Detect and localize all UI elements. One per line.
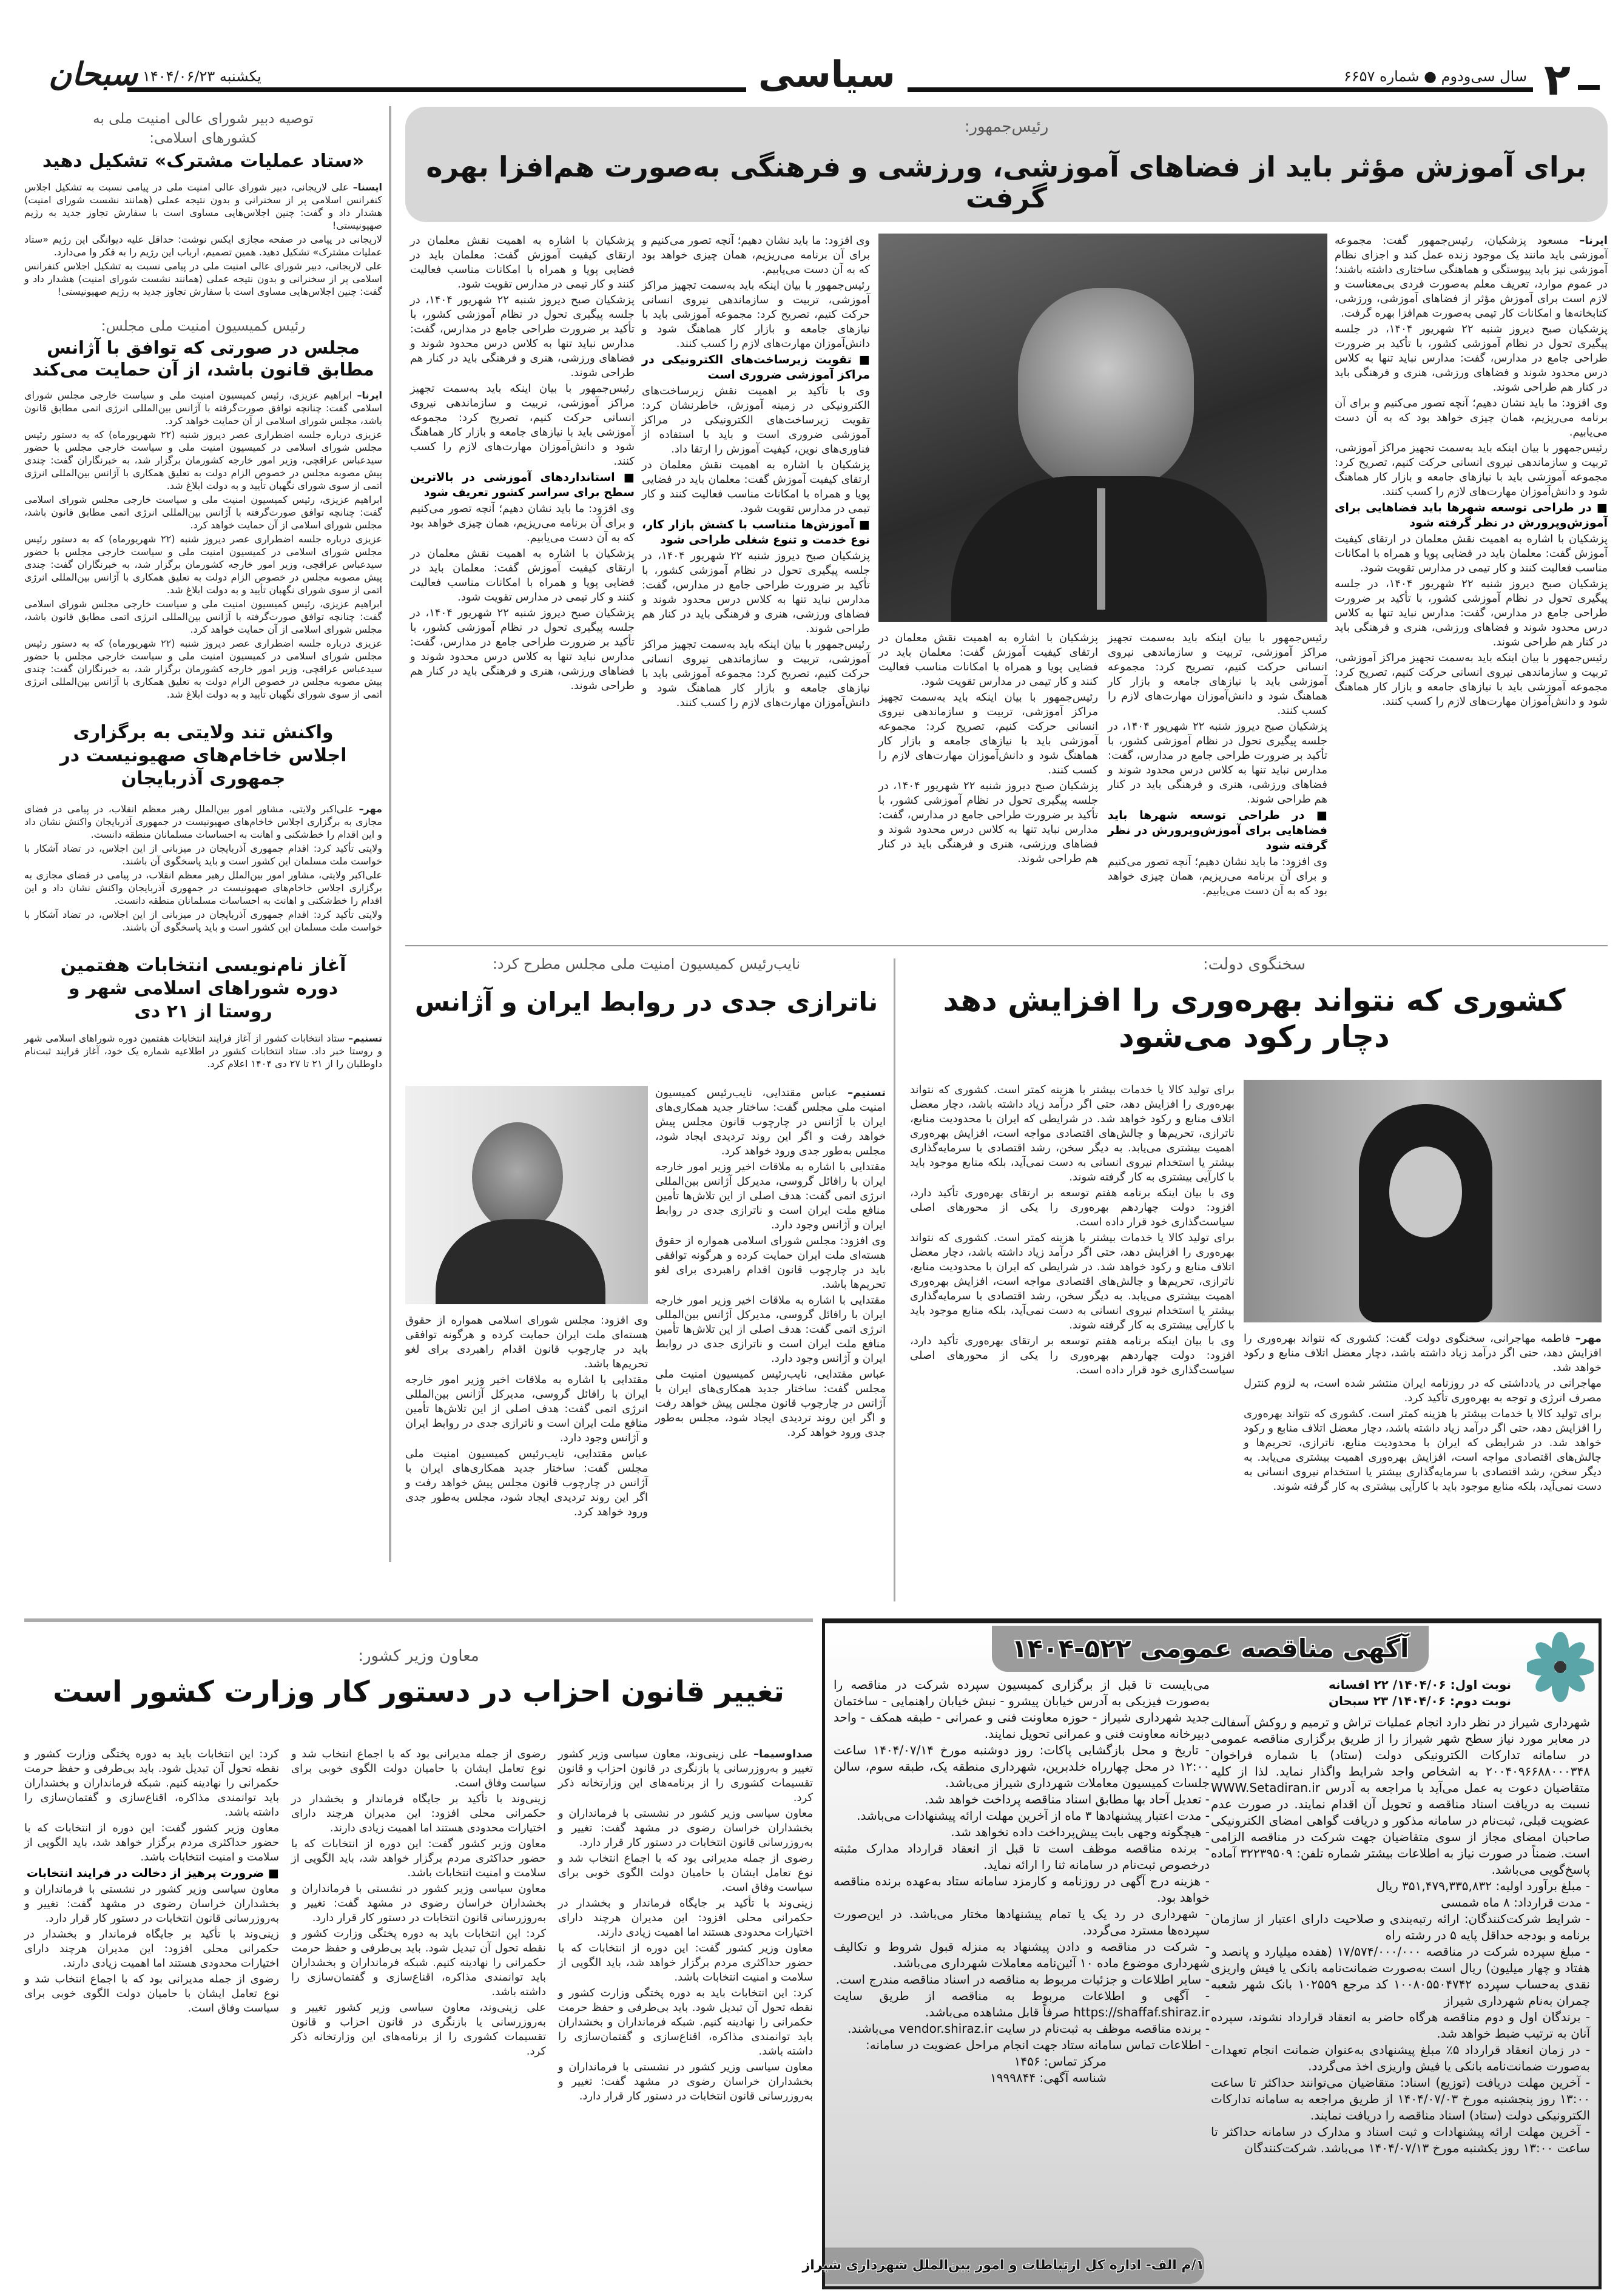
photo-figure — [1018, 288, 1194, 488]
main-bottom-rule — [405, 945, 1608, 946]
volume-issue: سال سی‌ودوم ● شماره ۶۶۵۷ — [1343, 68, 1527, 85]
main-headline-box — [405, 107, 1608, 222]
spokesperson-kicker: سخنگوی دولت: — [1202, 955, 1306, 974]
source-label: مهر– — [1575, 1332, 1602, 1345]
left-item-2-body: ایرنا– ابراهیم عزیزی، رئیس کمیسیون امنیت ملی و سیاست خارجی مجلس شورای اسلامی گفت: چنانچه توافق صورت‌گرفته با آژانس بین‌المللی انرژی اتمی مطابق قانون باشد، مجلس شورای اسلامی از آن حمایت خواهد کرد. عزیزی درباره جلسه اضطراری عصر دیروز شنبه (۲۲ شهریورماه) که به دستور رئیس مجلس شورای اسلامی در کمیسیون امنیت ملی و سیاست خارجی مجلس با حضور سیدعباس عراقچی، وزیر امور خارجه کشورمان برگزار شد، به خبرنگاران گفت: چندی پیش مصوبه مجلس در خصوص الزام دولت به تعلیق همکاری با آژانس بین‌المللی انرژی اتمی از سوی شورای نگهبان تأیید و به دولت ابلاغ شد. ابراهیم عزیزی، رئیس کمیسیون امنیت ملی و سیاست خارجی مجلس شورای اسلامی گفت: چنانچه توافق صورت‌گرفته با آژانس بین‌المللی انرژی اتمی مطابق قانون باشد، مجلس شورای اسلامی از آن حمایت خواهد کرد. عزیزی درباره جلسه اضطراری عصر دیروز شنبه (۲۲ شهریورماه) که به دستور رئیس مجلس شورای اسلامی در کمیسیون امنیت ملی و سیاست خارجی مجلس با حضور سیدعباس عراقچی، وزیر امور خارجه کشورمان برگزار شد، به خبرنگاران گفت: چندی پیش مصوبه مجلس در خصوص الزام دولت به تعلیق همکاری با آژانس بین‌المللی انرژی اتمی از سوی شورای نگهبان تأیید و به دولت ابلاغ شد. ابراهیم عزیزی، رئیس کمیسیون امنیت ملی و سیاست خارجی مجلس شورای اسلامی گفت: چنانچه توافق صورت‌گرفته با آژانس بین‌المللی انرژی اتمی مطابق قانون باشد، مجلس شورای اسلامی از آن حمایت خواهد کرد. عزیزی درباره جلسه اضطراری عصر دیروز شنبه (۲۲ شهریورماه) که به دستور رئیس مجلس شورای اسلامی در کمیسیون امنیت ملی و سیاست خارجی مجلس با حضور سیدعباس عراقچی، وزیر امور خارجه کشورمان برگزار شد، به خبرنگاران گفت: چندی پیش مصوبه مجلس در خصوص الزام دولت به تعلیق همکاری با آژانس بین‌المللی انرژی اتمی از سوی شورای نگهبان تأیید و به دولت ابلاغ شد. — [24, 389, 382, 700]
source-label: مهر– — [359, 803, 382, 815]
ad-title-pill — [992, 1626, 1429, 1672]
ad-left-column: می‌بایست تا قبل از برگزاری کمیسیون سپرده شرکت در مناقصه را به‌صورت فیزیکی به آدرس خیابان پیشرو - نبش خیابان راهنمایی - ساختمان جدید شهرداری شیراز - حوزه معاونت فنی و عمرانی - طبقه همکف - واحد دبیرخانه معاونت فنی و عمرانی تحویل نمایند. - تاریخ و محل بازگشایی پاکات: روز دوشنبه مورخ ۱۴۰۴/۰۷/۱۴ ساعت ۱۲:۰۰ در محل چهارراه خلدبرین، شهرداری منطقه یک، طبقه سوم، سالن جلسات کمیسیون معاملات شهرداری شیراز می‌باشد. - تعدیل آحاد بها مطابق اسناد مناقصه پرداخت خواهد شد. - مدت اعتبار پیشنهادها ۳ ماه از آخرین مهلت ارائه پیشنهادات می‌باشد. - هیچگونه وجهی بابت پیش‌پرداخت داده نخواهد شد. - برنده مناقصه موظف است تا قبل از انعقاد قرارداد مدارک مثبته درخصوص ثبت‌نام در سامانه ثنا را ارائه نماید. - هزینه درج آگهی در روزنامه و کارمزد سامانه ستاد به‌عهده برنده مناقصه خواهد بود. - شهرداری در رد یک یا تمام پیشنهادها مختار می‌باشد. در این‌صورت سپرده‌ها مسترد می‌گردد. - شرکت در مناقصه و دادن پیشنهاد به منزله قبول شروط و تکالیف شهرداری موضوع ماده ۱۰ آئین‌نامه معاملات شهرداری می‌باشد. - سایر اطلاعات و جزئیات مربوط به مناقصه در اسناد مناقصه مندرج است. - آگهی و اطلاعات مربوط به مناقصه از طریق سایت https://shaffaf.shiraz.ir صرفاً قابل مشاهده می‌باشد. - برنده مناقصه موظف به ثبت‌نام در سایت vendor.shiraz.ir می‌باشند. - اطلاعات تماس سامانه ستاد جهت انجام مراحل عضویت در سامانه: مرکز تماس: ۱۴۵۶ شناسه آگهی: ۱۹۹۹۸۴۴ — [834, 1677, 1210, 2085]
spokesperson-heading — [901, 955, 1608, 1055]
source-label: ایرنا– — [1579, 234, 1608, 247]
source-label: صداوسیما– — [753, 1748, 813, 1760]
section-title: سیاسی — [746, 55, 908, 95]
ad-footer: ۱/م الف- اداره کل ارتباطات و امور بین‌الملل شهرداری شیراز — [802, 2258, 1204, 2273]
parties-kicker: معاون وزیر کشور: — [358, 1647, 479, 1665]
microphone — [1097, 488, 1105, 610]
spokesperson-headline-2: دچار رکود می‌شود — [1119, 1019, 1390, 1054]
left-item-1-kicker: توصیه دبیر شورای عالی امنیت ملی به کشورهای اسلامی: — [93, 111, 314, 146]
main-kicker: رئیس‌جمهور: — [964, 118, 1049, 136]
ad-title: آگهی مناقصه عمومی ۵۲۲-۱۴۰۴ — [1011, 1634, 1409, 1663]
parties-headline: تغییر قانون احزاب در دستور کار وزارت کشور است — [53, 1675, 784, 1709]
subhead: ■ تقویت زیرساخت‌های الکترونیکی در مراکز آموزشی ضروری است — [642, 353, 870, 382]
second-notice: نوبت دوم: ۱۴۰۴/۰۶/ ۲۳ سبحان — [1328, 1694, 1511, 1708]
ad-right-text: شهرداری شیراز در نظر دارد انجام عملیات تراش و ترمیم و روکش آسفالت در معابر مورد نیاز سطح شهر شیراز را از طریق برگزاری مناقصه عمومی در سامانه تدارکات الکترونیکی دولت (ستاد) با شماره فراخوان ۲۰۰۴۰۹۶۶۸۸۰۰۰۳۴۸ به اشخاص واجد شرایط واگذار نماید. لذا از کلیه متقاضیان دعوت به عمل می‌آید با مراجعه به آدرس WWW.Setadiran.ir نسبت به دریافت اسناد مناقصه و تحویل آن اقدام نمایند. در صورت عدم عضویت قبلی، ثبت‌نام در سامانه مذکور و دریافت گواهی امضای الکترونیکی صاحبان امضای مجاز از سوی متقاضیان جهت شرکت در مناقصه الزامی است. ضمناً در صورت نیاز به اطلاعات بیشتر شماره تلفن: ۳۲۲۳۹۵۰۹ آماده پاسخ‌گویی می‌باشد. - مبلغ برآورد اولیه: ۳۵۱,۴۷۹,۳۳۵,۸۳۲ ریال - مدت قرارداد: ۸ ماه شمسی - شرایط شرکت‌کنندگان: ارائه رتبه‌بندی و صلاحیت دارای اعتبار از سازمان برنامه و بودجه حداقل پایه ۵ در رشته راه - مبلغ سپرده شرکت در مناقصه ۱۷/۵۷۴/۰۰۰/۰۰۰ (هفده میلیارد و پانصد و هفتاد و چهار میلیون) ریال است به‌صورت ضمانت‌نامه بانکی یا فیش واریزی نقدی به‌حساب سپرده ۱۰۰۸۰۵۵۰۴۷۴۲ کد مرجع ۱۰۲۵۵۹ بانک شهر شعبه چمران به‌نام شهرداری شیراز - برندگان اول و دوم مناقصه هرگاه حاضر به انعقاد قرارداد نشوند، سپرده آنان به ترتیب ضبط خواهد شد. - در زمان انعقاد قرارداد ۵٪ مبلغ پیشنهادی به‌عنوان ضمانت انجام تعهدات به‌صورت ضمانت‌نامه بانکی یا فیش واریزی اخذ می‌گردد. - آخرین مهلت دریافت (توزیع) اسناد: متقاضیان می‌توانند حداکثر تا ساعت ۱۳:۰۰ روز پنجشنبه مورخ ۱۴۰۴/۰۷/۰۳ از طریق مراجعه به سامانه تدارکات الکترونیکی دولت (ستاد) اسناد مناقصه را دریافت نمایند. - آخرین مهلت ارائه پیشنهادات و ثبت اسناد و مدارک در سامانه حداکثر تا ساعت ۱۳:۰۰ روز یکشنبه مورخ ۱۴۰۴/۰۷/۱۳ می‌باشد. شرکت‌کنندگان — [1211, 1715, 1591, 2155]
left-item-2-kicker: رئیس کمیسیون امنیت ملی مجلس: — [101, 318, 306, 334]
photo-figure — [436, 1219, 605, 1304]
page-header — [0, 0, 1624, 103]
main-col-4: پزشکیان با اشاره به اهمیت نقش معلمان در ارتقای کیفیت آموزش گفت: معلمان باید در فضایی پویا و همراه با امکانات مناسب فعالیت کنند و کار تیمی در مدارس تقویت شود. رئیس‌جمهور با بیان اینکه باید به‌سمت تجهیز مراکز آموزشی، تربیت و سازماندهی نیروی انسانی حرکت کنیم، تصریح کرد: مجموعه آموزشی باید با نیازهای جامعه و بازار کار هماهنگ شود و دانش‌آموزان مهارت‌های لازم را کسب کنند. پزشکیان صبح دیروز شنبه ۲۲ شهریور ۱۴۰۴، در جلسه پیگیری تحول در نظام آموزشی کشور، با تأکید بر ضرورت طراحی جامع در مدارس، گفت: مدارس نباید تنها به کلاس درس محدود شوند و فضاهای ورزشی، هنری و فرهنگی باید در کنار هم طراحی شوند. — [878, 631, 1098, 865]
left-column — [24, 109, 382, 1091]
row2-divider — [894, 958, 895, 1601]
source-label: تسنیم– — [847, 1086, 886, 1099]
subhead: ■ استانداردهای آموزشی در بالاترین سطح برای سراسر کشور تعریف شود — [410, 471, 635, 499]
parties-col-3: کرد: این انتخابات باید به دوره پختگی وزارت کشور و نقطه تحول آن تبدیل شود. باید بی‌طرفی و حفظ حرمت حکمرانی را نهادینه کنیم. شبکه فرمانداران و بخشداران باید توانمندی مذاکره، اقناع‌سازی و گفتمان‌سازی را داشته باشد. معاون وزیر کشور گفت: این دوره از انتخابات که با حضور حداکثری مردم برگزار خواهد شد، باید الگویی از سلامت و امنیت انتخابات باشد. ■ ضرورت پرهیز از دخالت در فرایند انتخابات معاون سیاسی وزیر کشور در نشستی با فرمانداران و بخشداران خراسان رضوی در مشهد گفت: تغییر و به‌روزرسانی قانون انتخابات در دستور کار قرار دارد. زینی‌وند با تأکید بر جایگاه فرماندار و بخشدار در حکمرانی محلی افزود: این مدیران هرچند دارای اختیارات محدودی هستند اما اهمیت زیادی دارند. رضوی از جمله مدیرانی بود که با اجماع انتخاب شد و نوع تعامل ایشان با حامیان دولت الگوی خوبی برای سیاست وفاق است. — [24, 1748, 279, 2015]
header-dash — [1578, 85, 1600, 90]
subhead: ■ در طراحی توسعه شهرها باید فضاهایی برای آموزش‌وپرورش در نظر گرفته شود — [1108, 809, 1327, 852]
iaea-heading — [405, 955, 888, 1017]
left-item-1-body: ایسنا– علی لاریجانی، دبیر شورای عالی امنیت ملی در پیامی نسبت به تشکیل اجلاس کنفرانس اسلامی پر از سخنرانی و بدون نتیجه عملی (همانند نشست شورای امنیت) هشدار داد و گفت: چنین اجلاس‌هایی مساوی است با سفارش تجاوز جدید به رژیم صهیونیستی! لاریجانی در پیامی در صفحه مجازی ایکس نوشت: حداقل علیه دیوانگی این رژیم «ستاد عملیات مشترک» تشکیل دهید. همین تصمیم، ارباب این رژیم را به فکر وا می‌دارد. علی لاریجانی، دبیر شورای عالی امنیت ملی در پیامی نسبت به تشکیل اجلاس کنفرانس اسلامی پر از سخنرانی و بدون نتیجه عملی (همانند نشست شورای امنیت) هشدار داد و گفت: چنین اجلاس‌هایی مساوی است با سفارش تجاوز جدید به رژیم صهیونیستی! — [24, 181, 382, 297]
main-col-6: پزشکیان با اشاره به اهمیت نقش معلمان در ارتقای کیفیت آموزش گفت: معلمان باید در فضایی پویا و همراه با امکانات مناسب فعالیت کنند و کار تیمی در مدارس تقویت شود. پزشکیان صبح دیروز شنبه ۲۲ شهریور ۱۴۰۴، در جلسه پیگیری تحول در نظام آموزشی کشور، با تأکید بر ضرورت طراحی جامع در مدارس، گفت: مدارس نباید تنها به کلاس درس محدود شوند و فضاهای ورزشی، هنری و فرهنگی باید در کنار هم طراحی شوند. رئیس‌جمهور با بیان اینکه باید به‌سمت تجهیز مراکز آموزشی، تربیت و سازماندهی نیروی انسانی حرکت کنیم، تصریح کرد: مجموعه آموزشی باید با نیازهای جامعه و بازار کار هماهنگ شود و دانش‌آموزان مهارت‌های لازم را کسب کنند. ■ استانداردهای آموزشی در بالاترین سطح برای سراسر کشور تعریف شود وی افزود: ما باید نشان دهیم؛ آنچه تصور می‌کنیم و برای آن برنامه می‌ریزیم، همان چیزی خواهد بود که به آن دست می‌یابیم. پزشکیان با اشاره به اهمیت نقش معلمان در ارتقای کیفیت آموزش گفت: معلمان باید در فضایی پویا و همراه با امکانات مناسب فعالیت کنند و کار تیمی در مدارس تقویت شود. پزشکیان صبح دیروز شنبه ۲۲ شهریور ۱۴۰۴، در جلسه پیگیری تحول در نظام آموزشی کشور، با تأکید بر ضرورت طراحی جامع در مدارس، گفت: مدارس نباید تنها به کلاس درس محدود شوند و فضاهای ورزشی، هنری و فرهنگی باید در کنار هم طراحی شوند. — [410, 234, 635, 692]
left-item-3-headline: واکنش تند ولایتی به برگزاری اجلاس خاخام‌های صهیونیست در جمهوری آذربایجان — [59, 722, 347, 789]
left-item-3-body: مهر– علی‌اکبر ولایتی، مشاور امور بین‌الملل رهبر معظم انقلاب، در پیامی در فضای مجازی به برگزاری اجلاس خاخام‌های صهیونیست در جمهوری آذربایجان واکنش نشان داد و این اقدام را خط‌شکنی و اهانت به احساسات مسلمانان منطقه دانست. ولایتی تأکید کرد: اقدام جمهوری آذربایجان در میزبانی از این اجلاس، در تضاد آشکار با خواست ملت مسلمان این کشور است و باید پاسخگوی آن باشند. علی‌اکبر ولایتی، مشاور امور بین‌الملل رهبر معظم انقلاب، در پیامی در فضای مجازی به برگزاری اجلاس خاخام‌های صهیونیست در جمهوری آذربایجان واکنش نشان داد و این اقدام را خط‌شکنی و اهانت به احساسات مسلمانان منطقه دانست. ولایتی تأکید کرد: اقدام جمهوری آذربایجان در میزبانی از این اجلاس، در تضاد آشکار با خواست ملت مسلمان این کشور است و باید پاسخگوی آن باشند. — [24, 803, 382, 933]
tender-advertisement — [802, 1618, 1602, 2289]
subhead: ■ ضرورت پرهیز از دخالت در فرایند انتخابات — [26, 1867, 279, 1880]
left-item-2-headline: مجلس در صورتی که توافق با آژانس مطابق قانون باشد، از آن حمایت می‌کند — [32, 337, 374, 380]
source-label: ایرنا– — [357, 389, 382, 401]
parties-col-2: رضوی از جمله مدیرانی بود که با اجماع انتخاب شد و نوع تعامل ایشان با حامیان دولت الگوی خوبی برای سیاست وفاق است. زینی‌وند با تأکید بر جایگاه فرماندار و بخشدار در حکمرانی محلی افزود: این مدیران هرچند دارای اختیارات محدودی هستند اما اهمیت زیادی دارند. معاون وزیر کشور گفت: این دوره از انتخابات که با حضور حداکثری مردم برگزار خواهد شد، باید الگویی از سلامت و امنیت انتخابات باشد. معاون سیاسی وزیر کشور در نشستی با فرمانداران و بخشداران خراسان رضوی در مشهد گفت: تغییر و به‌روزرسانی قانون انتخابات در دستور کار قرار دارد. کرد: این انتخابات باید به دوره پختگی وزارت کشور و نقطه تحول آن تبدیل شود. باید بی‌طرفی و حفظ حرمت حکمرانی را نهادینه کنیم. شبکه فرمانداران و بخشداران باید توانمندی مذاکره، اقناع‌سازی و گفتمان‌سازی را داشته باشد. علی زینی‌وند، معاون سیاسی وزیر کشور تغییر و به‌روزرسانی یا بازنگری در قانون احزاب و قانون تقسیمات کشوری را از برنامه‌های این وزارتخانه ذکر کرد. — [291, 1748, 546, 2058]
left-item-4-body: تسنیم– ستاد انتخابات کشور از آغاز فرایند انتخابات هفتمین دوره شوراهای اسلامی شهر و روستا خبر داد. ستاد انتخابات کشور در اطلاعیه شماره یک خود، آغاز فرایند ثبت‌نام داوطلبان را از ۲۱ تا ۲۷ دی ۱۴۰۴ اعلام کرد. — [24, 1032, 382, 1069]
left-item-3 — [24, 721, 382, 934]
president-photo — [878, 234, 1327, 622]
left-item-2 — [24, 318, 382, 701]
left-item-1 — [24, 109, 382, 298]
ad-right-column — [1211, 1677, 1590, 2157]
left-item-1-headline: «ستاد عملیات مشترک» تشکیل دهید — [42, 150, 365, 172]
main-col-5: وی افزود: ما باید نشان دهیم؛ آنچه تصور می‌کنیم و برای آن برنامه می‌ریزیم، همان چیزی خواهد بود که به آن دست می‌یابیم. رئیس‌جمهور با بیان اینکه باید به‌سمت تجهیز مراکز آموزشی، تربیت و سازماندهی نیروی انسانی حرکت کنیم، تصریح کرد: مجموعه آموزشی باید با نیازهای جامعه و بازار کار هماهنگ شود و دانش‌آموزان مهارت‌های لازم را کسب کنند. ■ تقویت زیرساخت‌های الکترونیکی در مراکز آموزشی ضروری است وی با تأکید بر اهمیت نقش زیرساخت‌های الکترونیکی در زمینه آموزش، خاطرنشان کرد: تقویت زیرساخت‌های الکترونیکی در مراکز آموزشی ضروری است و باید با استفاده از فناوری‌های نوین، کیفیت آموزش را ارتقا داد. پزشکیان با اشاره به اهمیت نقش معلمان در ارتقای کیفیت آموزش گفت: معلمان باید در فضایی پویا و همراه با امکانات مناسب فعالیت کنند و کار تیمی در مدارس تقویت شود. ■ آموزش‌ها متناسب با کشش بازار کار، نوع خدمت و تنوع شغلی طراحی شود پزشکیان صبح دیروز شنبه ۲۲ شهریور ۱۴۰۴، در جلسه پیگیری تحول در نظام آموزشی کشور، با تأکید بر ضرورت طراحی جامع در مدارس، گفت: مدارس نباید تنها به کلاس درس محدود شوند و فضاهای ورزشی، هنری و فرهنگی باید در کنار هم طراحی شوند. رئیس‌جمهور با بیان اینکه باید به‌سمت تجهیز مراکز آموزشی، تربیت و سازماندهی نیروی انسانی حرکت کنیم، تصریح کرد: مجموعه آموزشی باید با نیازهای جامعه و بازار کار هماهنگ شود و دانش‌آموزان مهارت‌های لازم را کسب کنند. — [642, 234, 870, 709]
source-label: تسنیم– — [348, 1032, 382, 1044]
parties-col-1: صداوسیما– علی زینی‌وند، معاون سیاسی وزیر کشور تغییر و به‌روزرسانی یا بازنگری در قانون احزاب و قانون تقسیمات کشوری را از برنامه‌های این وزارتخانه ذکر کرد. معاون سیاسی وزیر کشور در نشستی با فرمانداران و بخشداران خراسان رضوی در مشهد گفت: تغییر و به‌روزرسانی قانون انتخابات در دستور کار قرار دارد. رضوی از جمله مدیرانی بود که با اجماع انتخاب شد و نوع تعامل ایشان با حامیان دولت الگوی خوبی برای سیاست وفاق است. زینی‌وند با تأکید بر جایگاه فرماندار و بخشدار در حکمرانی محلی افزود: این مدیران هرچند دارای اختیارات محدودی هستند اما اهمیت زیادی دارند. معاون وزیر کشور گفت: این دوره از انتخابات که با حضور حداکثری مردم برگزار خواهد شد، باید الگویی از سلامت و امنیت انتخابات باشد. کرد: این انتخابات باید به دوره پختگی وزارت کشور و نقطه تحول آن تبدیل شود. باید بی‌طرفی و حفظ حرمت حکمرانی را نهادینه کنیم. شبکه فرمانداران و بخشداران باید توانمندی مذاکره، اقناع‌سازی و گفتمان‌سازی را داشته باشد. معاون سیاسی وزیر کشور در نشستی با فرمانداران و بخشداران خراسان رضوی در مشهد گفت: تغییر و به‌روزرسانی قانون انتخابات در دستور کار قرار دارد. — [558, 1748, 813, 2103]
parties-heading — [24, 1647, 813, 1710]
left-column-divider — [389, 106, 391, 1562]
spokesperson-caption: مهر– فاطمه مهاجرانی، سخنگوی دولت گفت: کشوری که نتواند بهره‌وری را افزایش دهد، حتی اگر درآمد زیاد داشته باشد، دچار معضل اتلاف منابع و رکود خواهد شد. مهاجرانی در یادداشتی که در روزنامه ایران منتشر شده است، به لزوم کنترل مصرف انرژی و توجه به بهره‌وری تأکید کرد. برای تولید کالا یا خدمات بیشتر با هزینه کمتر است. کشوری که نتواند بهره‌وری را افزایش دهد، حتی اگر درآمد زیاد داشته باشد، دچار معضل اتلاف منابع و رکود خواهد شد. در شرایطی که ایران با محدودیت منابع، ناترازی، تحریم‌ها و چالش‌های اقتصادی مواجه است، افزایش بهره‌وری اهمیت بیشتری می‌یابد. به دیگر سخن، رشد اقتصادی با سرمایه‌گذاری بیشتر یا استخدام نیروی انسانی به دست نمی‌آید، بلکه منابع موجود باید با کارآیی بیشتری به کار گرفته شوند. — [1244, 1332, 1602, 1493]
page-number: ۲ — [1544, 54, 1571, 105]
main-headline: برای آموزش مؤثر باید از فضاهای آموزشی، ورزشی و فرهنگی به‌صورت هم‌افزا بهره گرفت — [426, 150, 1587, 214]
spokesperson-body: برای تولید کالا یا خدمات بیشتر با هزینه کمتر است. کشوری که نتواند بهره‌وری را افزایش دهد، حتی اگر درآمد زیاد داشته باشد، دچار معضل اتلاف منابع و رکود خواهد شد. در شرایطی که ایران با محدودیت منابع، ناترازی، تحریم‌ها و چالش‌های اقتصادی مواجه است، افزایش بهره‌وری اهمیت بیشتری می‌یابد. به دیگر سخن، رشد اقتصادی با سرمایه‌گذاری بیشتر یا استخدام نیروی انسانی به دست نمی‌آید، بلکه منابع موجود باید با کارآیی بیشتری به کار گرفته شوند. وی با بیان اینکه برنامه هفتم توسعه بر ارتقای بهره‌وری تأکید دارد، افزود: دولت چهاردهم بهره‌وری را یکی از محورهای اصلی سیاست‌گذاری خود قرار داده است. برای تولید کالا یا خدمات بیشتر با هزینه کمتر است. کشوری که نتواند بهره‌وری را افزایش دهد، حتی اگر درآمد زیاد داشته باشد، دچار معضل اتلاف منابع و رکود خواهد شد. در شرایطی که ایران با محدودیت منابع، ناترازی، تحریم‌ها و چالش‌های اقتصادی مواجه است، افزایش بهره‌وری اهمیت بیشتری می‌یابد. به دیگر سخن، رشد اقتصادی با سرمایه‌گذاری بیشتر یا استخدام نیروی انسانی به دست نمی‌آید، بلکه منابع موجود باید با کارآیی بیشتری به کار گرفته شوند. وی با بیان اینکه برنامه هفتم توسعه بر ارتقای بهره‌وری تأکید دارد، افزود: دولت چهاردهم بهره‌وری را یکی از محورهای اصلی سیاست‌گذاری خود قرار داده است. — [910, 1083, 1235, 1376]
left-item-4-headline: آغاز نام‌نویسی انتخابات هفتمین دوره شوراهای اسلامی شهر و روستا از ۲۱ دی — [60, 955, 346, 1022]
newspaper-logo: سبحان — [49, 56, 138, 93]
iaea-body-2: وی افزود: مجلس شورای اسلامی همواره از حقوق هسته‌ای ملت ایران حمایت کرده و هرگونه توافقی باید در چارچوب قانون اقدام راهبردی برای لغو تحریم‌ها باشد. مقتدایی با اشاره به ملاقات اخیر وزیر امور خارجه ایران با رافائل گروسی، مدیرکل آژانس بین‌المللی انرژی اتمی گفت: هدف اصلی از این تلاش‌ها تأمین منافع ملت ایران است و ناترازی جدی در روابط ایران و آژانس وجود دارد. عباس مقتدایی، نایب‌رئیس کمیسیون امنیت ملی مجلس گفت: ساختار جدید همکاری‌های ایران با آژانس در چارچوب قانون مجلس پیش خواهد رفت و اگر این روند تردیدی ایجاد شود، مجلس به‌طور جدی ورود خواهد کرد. — [405, 1314, 648, 1518]
iaea-headline: ناترازی جدی در روابط ایران و آژانس — [414, 987, 878, 1017]
photo-face — [472, 1122, 563, 1231]
photo-figure-body — [951, 476, 1267, 622]
iaea-body: تسنیم– عباس مقتدایی، نایب‌رئیس کمیسیون امنیت ملی مجلس گفت: ساختار جدید همکاری‌های ایران با آژانس در چارچوب قانون مجلس پیش خواهد رفت و اگر این روند تردیدی ایجاد شود، مجلس به‌طور جدی ورود خواهد کرد. مقتدایی با اشاره به ملاقات اخیر وزیر امور خارجه ایران با رافائل گروسی، مدیرکل آژانس بین‌المللی انرژی اتمی گفت: هدف اصلی از این تلاش‌ها تأمین منافع ملت ایران است و ناترازی جدی در روابط ایران و آژانس وجود دارد. وی افزود: مجلس شورای اسلامی همواره از حقوق هسته‌ای ملت ایران حمایت کرده و هرگونه توافقی باید در چارچوب قانون اقدام راهبردی برای لغو تحریم‌ها باشد. مقتدایی با اشاره به ملاقات اخیر وزیر امور خارجه ایران با رافائل گروسی، مدیرکل آژانس بین‌المللی انرژی اتمی گفت: هدف اصلی از این تلاش‌ها تأمین منافع ملت ایران است و ناترازی جدی در روابط ایران و آژانس وجود دارد. عباس مقتدایی، نایب‌رئیس کمیسیون امنیت ملی مجلس گفت: ساختار جدید همکاری‌های ایران با آژانس در چارچوب قانون مجلس پیش خواهد رفت و اگر این روند تردیدی ایجاد شود، مجلس به‌طور جدی ورود خواهد کرد. — [655, 1086, 886, 1439]
ad-footer-pill — [802, 2248, 1204, 2284]
source-label: ایسنا– — [352, 181, 382, 193]
main-col-3: رئیس‌جمهور با بیان اینکه باید به‌سمت تجهیز مراکز آموزشی، تربیت و سازماندهی نیروی انسانی حرکت کنیم، تصریح کرد: مجموعه آموزشی باید با نیازهای جامعه و بازار کار هماهنگ شود و دانش‌آموزان مهارت‌های لازم را کسب کنند. پزشکیان صبح دیروز شنبه ۲۲ شهریور ۱۴۰۴، در جلسه پیگیری تحول در نظام آموزشی کشور، با تأکید بر ضرورت طراحی جامع در مدارس، گفت: مدارس نباید تنها به کلاس درس محدود شوند و فضاهای ورزشی، هنری و فرهنگی باید در کنار هم طراحی شوند. ■ در طراحی توسعه شهرها باید فضاهایی برای آموزش‌وپرورش در نظر گرفته شود وی افزود: ما باید نشان دهیم؛ آنچه تصور می‌کنیم و برای آن برنامه می‌ریزیم، همان چیزی خواهد بود که به آن دست می‌یابیم. — [1108, 631, 1327, 897]
subhead: ■ در طراحی توسعه شهرها باید فضاهایی برای آموزش‌وپرورش در نظر گرفته شود — [1335, 501, 1608, 530]
main-lead-column: ایرنا– مسعود پزشکیان، رئیس‌جمهور گفت: مجموعه آموزشی باید مانند یک موجود زنده عمل کند و اجزای نظام آموزشی نیز باید پیوستگی و هماهنگی ساختاری داشته باشند؛ در عموم موارد، تعریف معلم به‌صورت فردی بی‌معناست و لازم است برای آموزش مؤثر از فضاهای آموزشی، ورزشی، کتابخانه‌ها و امکانات کار تیمی به‌صورت هم‌افزا بهره گرفت. پزشکیان صبح دیروز شنبه ۲۲ شهریور ۱۴۰۴، در جلسه پیگیری تحول در نظام آموزشی کشور، با تأکید بر ضرورت طراحی جامع در مدارس، گفت: مدارس نباید تنها به کلاس درس محدود شوند و فضاهای ورزشی، هنری و فرهنگی باید در کنار هم طراحی شوند. وی افزود: ما باید نشان دهیم؛ آنچه تصور می‌کنیم و برای آن برنامه می‌ریزیم، همان چیزی خواهد بود که به آن دست می‌یابیم. رئیس‌جمهور با بیان اینکه باید به‌سمت تجهیز مراکز آموزشی، تربیت و سازماندهی نیروی انسانی حرکت کنیم، تصریح کرد: مجموعه آموزشی باید با نیازهای جامعه و بازار کار هماهنگ شود و دانش‌آموزان مهارت‌های لازم را کسب کنند. ■ در طراحی توسعه شهرها باید فضاهایی برای آموزش‌وپرورش در نظر گرفته شود پزشکیان با اشاره به اهمیت نقش معلمان در ارتقای کیفیت آموزش گفت: معلمان باید در فضایی پویا و همراه با امکانات مناسب فعالیت کنند و کار تیمی در مدارس تقویت شود. پزشکیان صبح دیروز شنبه ۲۲ شهریور ۱۴۰۴، در جلسه پیگیری تحول در نظام آموزشی کشور، با تأکید بر ضرورت طراحی جامع در مدارس، گفت: مدارس نباید تنها به کلاس درس محدود شوند و فضاهای ورزشی، هنری و فرهنگی باید در کنار هم طراحی شوند. رئیس‌جمهور با بیان اینکه باید به‌سمت تجهیز مراکز آموزشی، تربیت و سازماندهی نیروی انسانی حرکت کنیم، تصریح کرد: مجموعه آموزشی باید با نیازهای جامعه و بازار کار هماهنگ شود و دانش‌آموزان مهارت‌های لازم را کسب کنند. — [1335, 234, 1608, 708]
left-item-4 — [24, 954, 382, 1070]
bottom-section-rule — [24, 1618, 813, 1622]
spokesperson-photo — [1244, 1080, 1602, 1322]
subhead: ■ آموزش‌ها متناسب با کشش بازار کار، نوع خدمت و تنوع شغلی طراحی شود — [642, 518, 870, 547]
photo-face — [1389, 1146, 1462, 1237]
mogtadaei-photo — [405, 1086, 648, 1304]
issue-date: یکشنبه ۱۴۰۴/۰۶/۲۳ — [143, 68, 261, 85]
first-notice: نوبت اول: ۱۴۰۴/۰۶/ ۲۲ افسانه — [1329, 1677, 1511, 1692]
spokesperson-headline-1: کشوری که نتواند بهره‌وری را افزایش دهد — [943, 983, 1566, 1018]
iaea-kicker: نایب‌رئیس کمیسیون امنیت ملی مجلس مطرح کرد: — [492, 955, 801, 972]
